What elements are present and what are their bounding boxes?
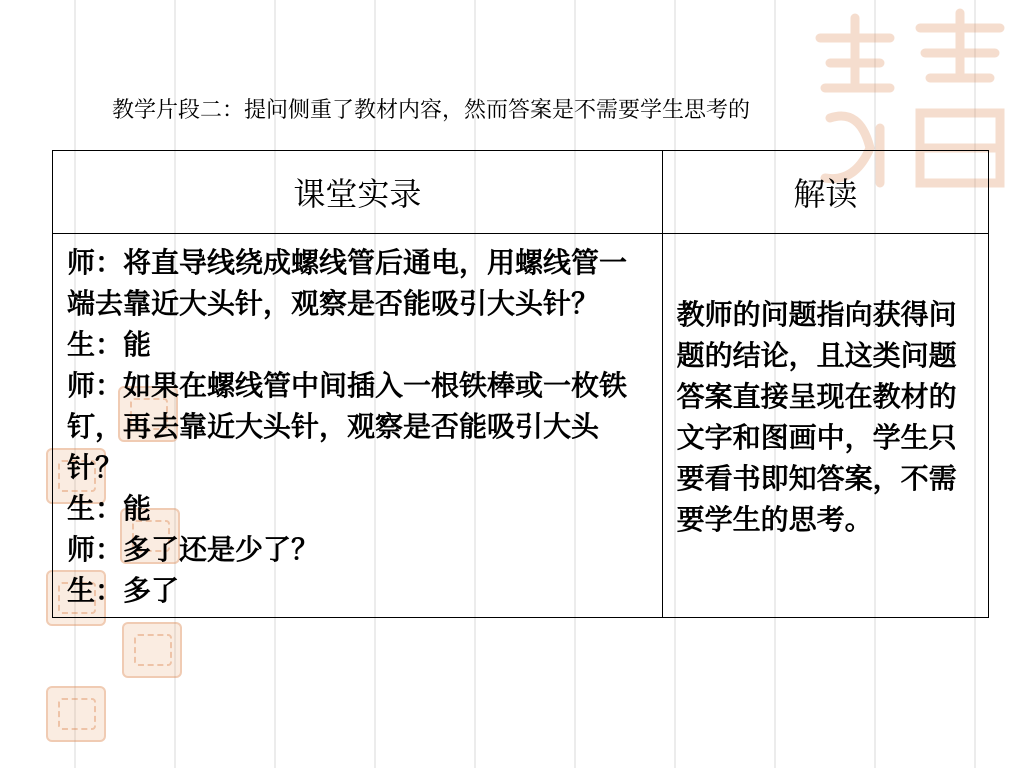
dialog-cell <box>53 234 663 618</box>
analysis-text: 教师的问题指向获得问题的结论，且这类问题答案直接呈现在教材的文字和图画中，学生只要看书即知答案，不需要学生的思考。 <box>676 298 957 536</box>
dialog-line: 生：多了 <box>67 574 180 607</box>
dialog-line: 师：多了还是少了？ <box>67 533 320 566</box>
table-row <box>53 234 989 618</box>
analysis-cell <box>662 234 988 618</box>
dialog-line: 生：能 <box>67 492 152 525</box>
dialog-text <box>53 234 662 617</box>
header-analysis: 解读 <box>662 151 988 234</box>
teaching-record-table <box>52 150 989 618</box>
dialog-line: 师：将直导线绕成螺线管后通电，用螺线管一端去靠近大头针，观察是否能吸引大头针？ <box>67 246 628 320</box>
dialog-line: 生：能 <box>67 328 152 361</box>
header-classroom-record: 课堂实录 <box>53 151 663 234</box>
slide-heading: 教学片段二：提问侧重了教材内容，然而答案是不需要学生思考的 <box>112 98 751 123</box>
small-stamp-decoration <box>122 622 182 678</box>
dialog-line: 师：如果在螺线管中间插入一根铁棒或一枚铁钉，再去靠近大头针，观察是否能吸引大头针？ <box>67 369 628 484</box>
table-header-row <box>53 151 989 234</box>
small-stamp-decoration <box>46 686 106 742</box>
